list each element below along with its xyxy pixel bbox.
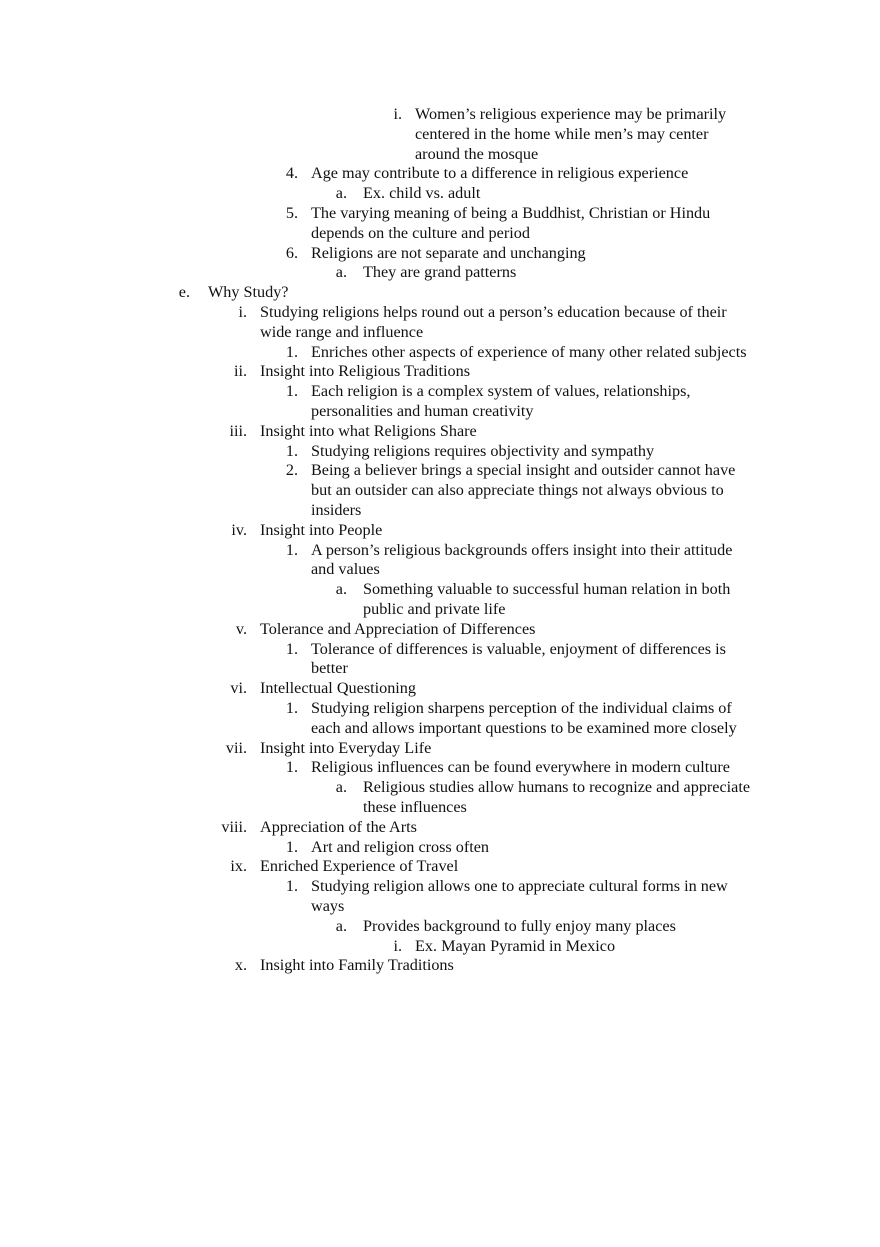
outline-item-text: public and private life [363, 599, 506, 618]
outline-item [0, 184, 880, 204]
outline-item [0, 105, 880, 164]
outline-item-text: Ex. child vs. adult [363, 184, 481, 203]
outline-item-marker: e. [178, 283, 190, 302]
outline-item [0, 937, 880, 957]
outline-item [0, 461, 880, 520]
outline-item-marker: v. [235, 619, 247, 638]
outline-item-marker: 1. [285, 382, 298, 401]
outline-item [0, 521, 880, 541]
outline-item-text: Studying religions requires objectivity and sympathy [311, 441, 655, 460]
outline-item [0, 818, 880, 838]
outline-item-text: Intellectual Questioning [260, 679, 416, 698]
outline-item [0, 244, 880, 264]
outline-item-text: Studying religion allows one to appreciate cultural forms in new [311, 877, 728, 896]
outline-item [0, 620, 880, 640]
outline-item-marker: 4. [285, 164, 298, 183]
outline-item [0, 857, 880, 877]
outline-item-marker: a. [335, 184, 347, 203]
outline-item-text: Provides background to fully enjoy many places [363, 916, 676, 935]
outline-item-marker: i. [393, 105, 402, 123]
outline-item-marker: 1. [285, 837, 298, 856]
outline-item-marker: ix. [230, 857, 247, 876]
outline-item-text: Women’s religious experience may be primarily [415, 105, 727, 123]
outline-item-text: Studying religions helps round out a person’s education because of their [260, 303, 727, 321]
outline-item-text: Appreciation of the Arts [260, 817, 417, 836]
outline-item-marker: a. [335, 916, 347, 935]
outline-item-marker: 1. [285, 540, 298, 559]
outline-item-text: Being a believer brings a special insight and outsider cannot have [311, 461, 736, 480]
outline-item [0, 541, 880, 581]
outline-item-marker: ii. [233, 362, 247, 381]
outline-item-marker: iii. [229, 421, 247, 440]
outline-item-marker: 1. [285, 877, 298, 896]
outline-item [0, 422, 880, 442]
outline-item-marker: a. [335, 263, 347, 282]
outline-item-marker: a. [335, 778, 347, 797]
outline-item-text: Religions are not separate and unchanging [311, 243, 586, 262]
outline-item [0, 580, 880, 620]
outline-item-marker: vi. [230, 679, 247, 698]
outline-item-text: Something valuable to successful human relation in both [363, 580, 731, 599]
outline-item-text: The varying meaning of being a Buddhist, Christian or Hindu [311, 204, 711, 222]
outline-item [0, 382, 880, 422]
outline-item-text: Insight into Family Traditions [260, 956, 454, 975]
outline-item-text: Tolerance of differences is valuable, enjoyment of differences is [311, 639, 726, 658]
outline-item-text: better [311, 659, 348, 678]
outline-item-marker: 1. [285, 342, 298, 361]
outline-item [0, 303, 880, 343]
outline-item [0, 362, 880, 382]
outline-item-text: Studying religion sharpens perception of the individual claims of [311, 699, 732, 717]
outline-item [0, 640, 880, 680]
outline-item [0, 877, 880, 917]
outline-item-text: Art and religion cross often [311, 837, 490, 856]
outline-item-marker: x. [234, 956, 247, 975]
outline-item-text: Ex. Mayan Pyramid in Mexico [415, 936, 616, 955]
outline-item-text: around the mosque [415, 144, 539, 163]
outline-item-text: personalities and human creativity [311, 401, 534, 420]
outline-item-text: Each religion is a complex system of values, relationships, [311, 382, 691, 401]
outline-item-text: but an outsider can also appreciate things not always obvious to [311, 481, 724, 500]
outline-item-text: Enriched Experience of Travel [260, 857, 459, 876]
outline-item-text: Why Study? [208, 283, 289, 302]
outline-item [0, 442, 880, 462]
outline-item-marker: 1. [285, 639, 298, 658]
outline-item-marker: vii. [225, 738, 247, 757]
outline-item-text: insiders [311, 500, 362, 519]
outline-item-text: A person’s religious backgrounds offers insight into their attitude [311, 540, 733, 559]
outline-item [0, 699, 880, 739]
outline-item-text: Insight into People [260, 520, 383, 539]
outline-item [0, 283, 880, 303]
outline-item-text: ways [311, 896, 345, 915]
outline-item-marker: a. [335, 580, 347, 599]
outline-item-marker: 2. [285, 461, 298, 480]
outline-item [0, 758, 880, 778]
outline-item [0, 263, 880, 283]
outline-item-text: wide range and influence [260, 322, 424, 341]
outline-item [0, 679, 880, 699]
outline-item-text: each and allows important questions to be examined more closely [311, 718, 737, 737]
outline-item-marker: 5. [285, 204, 298, 222]
outline-item-text: and values [311, 560, 380, 579]
outline-item-text: Tolerance and Appreciation of Differences [260, 619, 536, 638]
outline-item-marker: 6. [285, 243, 298, 262]
outline-item [0, 343, 880, 363]
outline-item [0, 739, 880, 759]
outline-item [0, 778, 880, 818]
outline-item-text: Age may contribute to a difference in religious experience [311, 164, 689, 183]
outline-item-marker: i. [238, 303, 247, 321]
outline-item-marker: 1. [285, 441, 298, 460]
outline-item-marker: viii. [221, 817, 247, 836]
outline-item-text: Insight into Everyday Life [260, 738, 432, 757]
outline-item-marker: i. [393, 936, 402, 955]
outline-item-marker: iv. [231, 520, 247, 539]
outline-item-text: these influences [363, 797, 467, 816]
outline-item-text: depends on the culture and period [311, 223, 530, 242]
outline-item-marker: 1. [285, 699, 298, 717]
outline-item-text: Religious studies allow humans to recognize and appreciate [363, 778, 751, 797]
outline-item-text: Enriches other aspects of experience of many other related subjects [311, 342, 747, 361]
outline-item-text: Insight into what Religions Share [260, 421, 477, 440]
outline-item [0, 956, 880, 976]
outline-item-text: They are grand patterns [363, 263, 517, 282]
outline-item-text: centered in the home while men’s may center [415, 124, 709, 143]
outline-item-text: Insight into Religious Traditions [260, 362, 471, 381]
outline-item [0, 204, 880, 244]
outline-item-marker: 1. [285, 758, 298, 777]
outline-item [0, 917, 880, 937]
outline-item-text: Religious influences can be found everywhere in modern culture [311, 758, 730, 777]
outline-item [0, 838, 880, 858]
outline-item [0, 164, 880, 184]
